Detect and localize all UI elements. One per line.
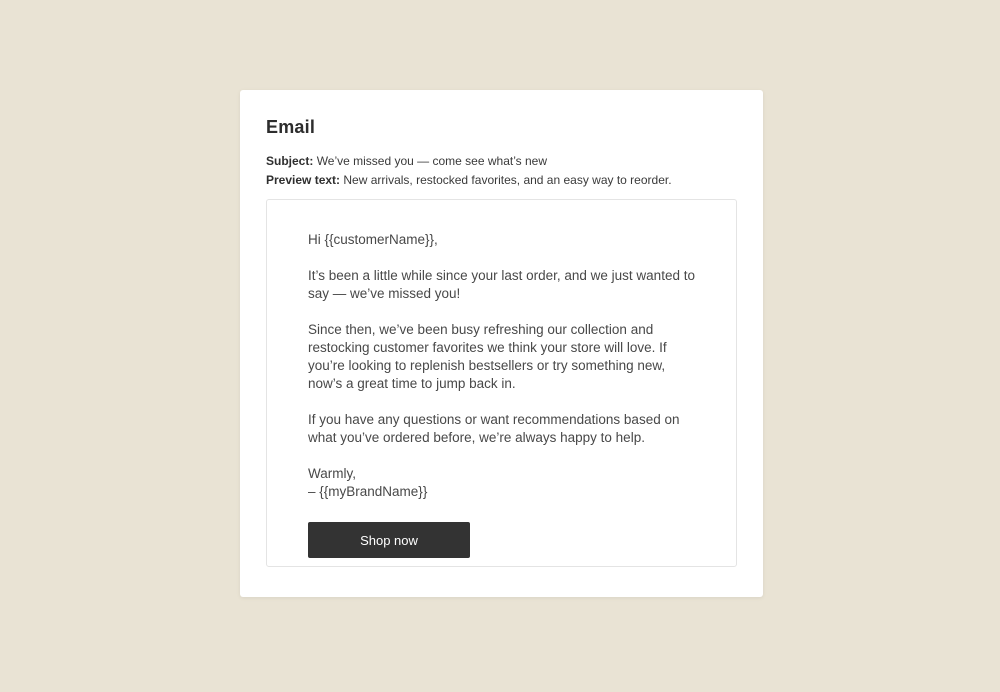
preview-text-value: New arrivals, restocked favorites, and an easy way to reorder. bbox=[343, 173, 672, 187]
subject-label: Subject: bbox=[266, 154, 314, 168]
email-signature bbox=[308, 465, 695, 501]
email-paragraph-3: If you have any questions or want recommendations based on what you’ve ordered before, we’re always happy to help. bbox=[308, 412, 680, 445]
email-paragraph-1: It’s been a little while since your last order, and we just wanted to say — we’ve missed you! bbox=[308, 268, 695, 301]
brand-name-line: – {{myBrandName}} bbox=[308, 484, 428, 499]
email-paragraph-2: Since then, we’ve been busy refreshing our collection and restocking customer favorites we think your store will love. If you’re looking to replenish bestsellers or try something new, now’s a great time to jump back in. bbox=[308, 322, 667, 391]
preview-text-label: Preview text: bbox=[266, 173, 341, 187]
signoff-line: Warmly, bbox=[308, 466, 356, 481]
email-greeting: Hi {{customerName}}, bbox=[308, 232, 438, 247]
email-card bbox=[240, 90, 763, 597]
subject-value: We’ve missed you — come see what’s new bbox=[316, 154, 548, 168]
preview-text-line bbox=[266, 171, 737, 190]
page-title: Email bbox=[266, 117, 316, 137]
shop-now-button[interactable]: Shop now bbox=[308, 522, 470, 558]
email-preview-box bbox=[266, 199, 737, 567]
subject-line bbox=[266, 152, 737, 171]
